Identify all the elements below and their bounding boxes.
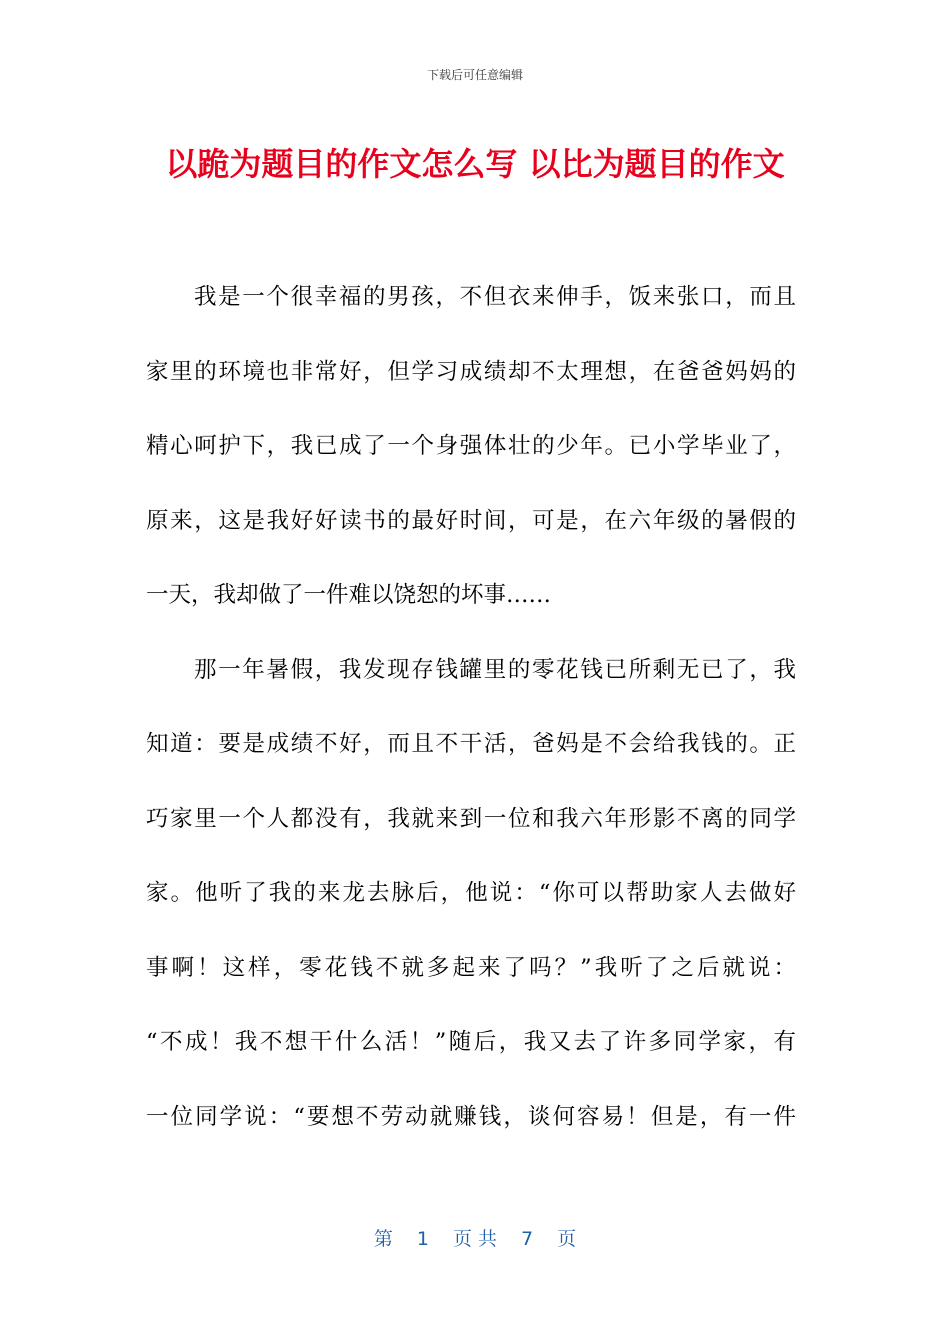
document-body [146, 275, 796, 1169]
header-note: 下载后可任意编辑 [426, 68, 523, 82]
footer-middle: 页 共 [452, 1228, 498, 1250]
current-page-number: 1 [416, 1228, 429, 1250]
body-line: 知道：要是成绩不好，而且不干活，爸妈是不会给我钱的。正 [146, 731, 796, 757]
body-line: 家里的环境也非常好，但学习成绩却不太理想，在爸爸妈妈的 [146, 358, 796, 385]
footer-prefix: 第 [373, 1228, 393, 1250]
body-line: 那一年暑假，我发现存钱罐里的零花钱已所剩无已了，我 [194, 656, 796, 683]
body-line: 家。他听了我的来龙去脉后，他说：“你可以帮助家人去做好 [146, 880, 796, 906]
footer-suffix: 页 [557, 1228, 577, 1250]
document-title: 以跪为题目的作文怎么写 以比为题目的作文 [165, 145, 785, 183]
total-pages-number: 7 [521, 1228, 534, 1250]
body-line: 巧家里一个人都没有，我就来到一位和我六年形影不离的同学 [146, 805, 796, 832]
body-line: 事啊！这样，零花钱不就多起来了吗？”我听了之后就说： [146, 954, 796, 981]
body-line: 一天，我却做了一件难以饶恕的坏事…… [146, 582, 552, 608]
body-line: “不成！我不想干什么活！”随后，我又去了许多同学家，有 [146, 1029, 796, 1055]
body-line: 一位同学说：“要想不劳动就赚钱，谈何容易！但是，有一件 [146, 1103, 796, 1130]
body-line: 我是一个很幸福的男孩，不但衣来伸手，饭来张口，而且 [194, 284, 796, 310]
body-line: 精心呵护下，我已成了一个身强体壮的少年。已小学毕业了， [146, 433, 796, 459]
body-line: 原来，这是我好好读书的最好时间，可是，在六年级的暑假的 [146, 507, 796, 534]
page-footer [0, 1226, 950, 1252]
